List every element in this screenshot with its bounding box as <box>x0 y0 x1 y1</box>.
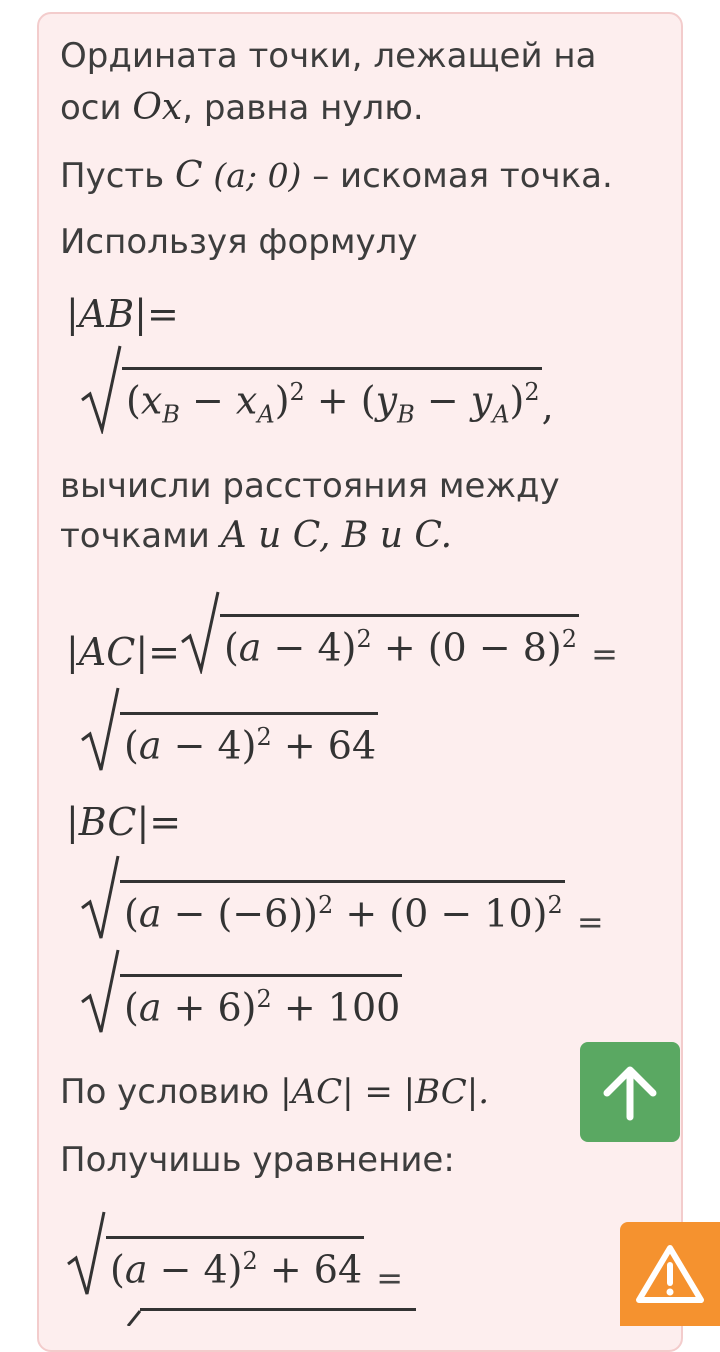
text-line-3 <box>60 156 613 196</box>
sqrt-bar <box>140 1308 416 1311</box>
text-line-5: вычисли расстояния между <box>60 466 560 506</box>
sqrt-symbol <box>80 684 120 774</box>
text-line-6 <box>60 516 452 556</box>
formula-ac: $|AC|= (a - 4)^2 + (0 - 8)^2$ = <box>66 588 618 674</box>
formula-equation: $(a - 4)^2 + 64$ = <box>66 1208 403 1298</box>
sqrt-symbol <box>80 946 120 1036</box>
formula-ab-label: |AB|= <box>66 292 179 336</box>
math-point-pairs: A и C, B и C. <box>220 515 453 556</box>
text-equation-intro: Получишь уравнение: <box>60 1140 455 1180</box>
sqrt-symbol <box>180 588 220 674</box>
formula-bc: $(a - (-6))^2 + (0 - 10)^2$ = <box>80 852 604 942</box>
math-coords: (a; 0) <box>213 156 302 195</box>
warning-icon <box>635 1243 705 1305</box>
text-line-3-suffix: – искомая точка. <box>312 156 613 196</box>
text-line-4: Используя формулу <box>60 222 418 262</box>
sqrt-symbol <box>104 1308 144 1326</box>
report-button[interactable] <box>620 1222 720 1326</box>
sqrt-symbol <box>80 342 122 434</box>
formula-distance: $(x_B - x_A)^2 + (y_B - y_A)^2$, <box>80 342 554 434</box>
formula-bc-lhs <box>66 800 181 844</box>
formula-bc-simplified: $(a + 6)^2 + 100$ <box>80 946 402 1036</box>
text-line-2 <box>60 88 424 128</box>
math-condition: |AC| = |BC|. <box>280 1072 490 1112</box>
math-ox: Ox <box>132 87 183 128</box>
sqrt-symbol <box>80 852 120 942</box>
text-line-6-prefix: точками <box>60 516 210 556</box>
sqrt-symbol <box>66 1208 106 1298</box>
text-line-2-suffix: , равна нулю. <box>182 88 424 128</box>
scroll-up-button[interactable] <box>580 1042 680 1142</box>
text-condition-prefix: По условию <box>60 1072 270 1112</box>
formula-ac-label: |AC|= <box>66 630 180 674</box>
formula-next-partial <box>104 1308 144 1326</box>
math-point-c: C <box>175 155 203 196</box>
formula-ab-lhs <box>66 292 179 336</box>
text-line-3-prefix: Пусть <box>60 156 165 196</box>
text-line-2-prefix: оси <box>60 88 122 128</box>
text-condition <box>60 1072 489 1112</box>
arrow-up-icon <box>599 1061 661 1123</box>
text-line-1: Ордината точки, лежащей на <box>60 36 597 76</box>
formula-ac-simplified: $(a - 4)^2 + 64$ <box>80 684 378 774</box>
formula-bc-label: |BC|= <box>66 800 182 844</box>
